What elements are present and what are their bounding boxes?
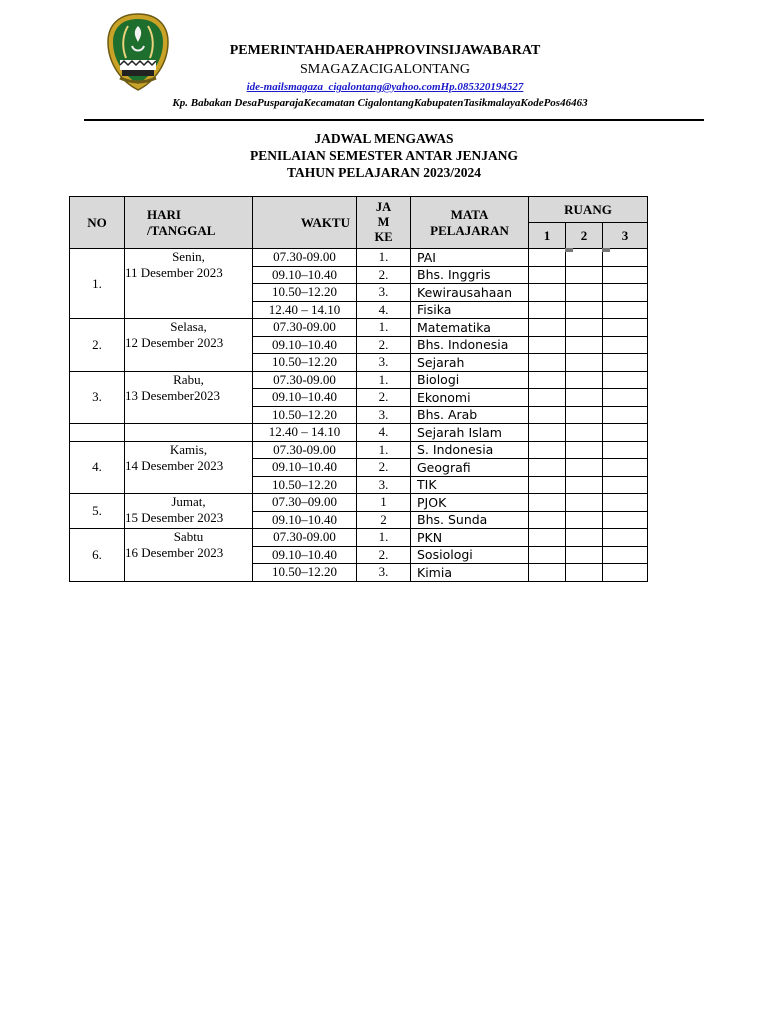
column-header-period: JA M KE — [357, 197, 411, 249]
day-name: Kamis, — [169, 441, 208, 457]
room-1-cell — [529, 529, 566, 547]
room-3-cell — [603, 476, 648, 494]
room-3-cell — [603, 266, 648, 284]
date-text: 12 Desember 2023 — [125, 335, 224, 350]
period-cell: 1 — [357, 494, 411, 512]
period-cell: 3. — [357, 564, 411, 582]
time-cell: 07.30-09.00 — [253, 371, 357, 389]
row-number-cell: 6. — [70, 529, 125, 582]
subject-cell: Kimia — [411, 564, 529, 582]
room-2-cell — [566, 266, 603, 284]
room-3-cell — [603, 284, 648, 302]
room-1-cell — [529, 546, 566, 564]
room-2-cell — [566, 301, 603, 319]
room-2-cell — [566, 371, 603, 389]
room-2-cell — [566, 529, 603, 547]
room-1-cell — [529, 389, 566, 407]
room-2-cell — [566, 336, 603, 354]
subject-cell: Ekonomi — [411, 389, 529, 407]
room-1-cell — [529, 284, 566, 302]
room-1-cell — [529, 476, 566, 494]
table-row — [70, 371, 648, 389]
table-row — [70, 424, 648, 442]
day-name: Jumat, — [171, 494, 206, 509]
row-number-cell: 4. — [70, 441, 125, 494]
subject-cell: Bhs. Sunda — [411, 511, 529, 529]
column-header-day-date: HARI /TANGGAL — [125, 197, 253, 249]
time-cell: 10.50–12.20 — [253, 406, 357, 424]
room-3-cell — [603, 301, 648, 319]
room-3-cell — [603, 459, 648, 477]
room-2-cell — [566, 406, 603, 424]
column-header-room: RUANG — [529, 197, 648, 223]
time-cell: 09.10–10.40 — [253, 459, 357, 477]
period-cell: 3. — [357, 406, 411, 424]
room-2-cell — [566, 564, 603, 582]
cell-marker — [565, 248, 573, 252]
row-number-cell: 3. — [70, 371, 125, 424]
subject-cell: Biologi — [411, 371, 529, 389]
document-title: JADWAL MENGAWAS — [314, 131, 454, 146]
row-number-cell: 2. — [70, 319, 125, 372]
period-cell: 2. — [357, 546, 411, 564]
room-1-cell — [529, 459, 566, 477]
period-cell: 3. — [357, 354, 411, 372]
room-1-cell — [529, 564, 566, 582]
time-cell: 12.40 – 14.10 — [253, 424, 357, 442]
time-cell: 09.10–10.40 — [253, 389, 357, 407]
subject-cell: Fisika — [411, 301, 529, 319]
period-cell: 1. — [357, 371, 411, 389]
room-2-cell — [566, 319, 603, 337]
time-cell: 07.30-09.00 — [253, 249, 357, 267]
time-cell: 09.10–10.40 — [253, 546, 357, 564]
row-number-cell: 5. — [70, 494, 125, 529]
room-2-cell — [566, 441, 603, 459]
time-cell: 09.10–10.40 — [253, 266, 357, 284]
subject-cell: Sosiologi — [411, 546, 529, 564]
room-2-cell — [566, 424, 603, 442]
period-cell: 2. — [357, 459, 411, 477]
room-1-cell — [529, 301, 566, 319]
time-cell: 07.30-09.00 — [253, 319, 357, 337]
day-date-cell — [125, 249, 253, 319]
column-header-room-2: 2 — [566, 223, 603, 249]
period-cell: 3. — [357, 284, 411, 302]
subject-cell: Kewirausahaan — [411, 284, 529, 302]
day-date-cell — [125, 319, 253, 372]
time-cell: 07.30-09.00 — [253, 529, 357, 547]
time-cell: 10.50–12.20 — [253, 564, 357, 582]
date-text: 16 Desember 2023 — [125, 545, 224, 560]
subject-cell: Bhs. Inggris — [411, 266, 529, 284]
table-row — [70, 494, 648, 512]
day-date-cell — [125, 494, 253, 529]
room-1-cell — [529, 371, 566, 389]
time-cell: 09.10–10.40 — [253, 336, 357, 354]
room-2-cell — [566, 459, 603, 477]
room-3-cell — [603, 406, 648, 424]
column-header-room-3: 3 — [603, 223, 648, 249]
room-1-cell — [529, 249, 566, 267]
period-cell: 1. — [357, 319, 411, 337]
room-3-cell — [603, 319, 648, 337]
time-cell: 07.30-09.00 — [253, 441, 357, 459]
day-name: Senin, — [172, 249, 205, 264]
room-1-cell — [529, 336, 566, 354]
room-1-cell — [529, 424, 566, 442]
period-cell: 4. — [357, 424, 411, 442]
time-cell: 10.50–12.20 — [253, 284, 357, 302]
table-row — [70, 319, 648, 337]
table-row — [70, 249, 648, 267]
date-text: 14 Desember 2023 — [125, 457, 224, 473]
subject-cell: S. Indonesia — [411, 441, 529, 459]
room-2-cell — [566, 389, 603, 407]
date-text: 15 Desember 2023 — [125, 510, 224, 525]
subject-cell: Sejarah — [411, 354, 529, 372]
room-1-cell — [529, 266, 566, 284]
room-1-cell — [529, 319, 566, 337]
period-cell: 2. — [357, 266, 411, 284]
period-cell: 2 — [357, 511, 411, 529]
room-2-cell — [566, 511, 603, 529]
period-cell: 2. — [357, 336, 411, 354]
schedule-body — [70, 249, 648, 582]
subject-cell: PAI — [411, 249, 529, 267]
table-row — [70, 441, 648, 459]
day-date-cell — [125, 424, 253, 442]
time-cell: 10.50–12.20 — [253, 476, 357, 494]
day-date-cell — [125, 529, 253, 582]
period-cell: 3. — [357, 476, 411, 494]
subject-cell: Sejarah Islam — [411, 424, 529, 442]
room-3-cell — [603, 494, 648, 512]
row-number-cell — [70, 424, 125, 442]
column-header-subject: MATA PELAJARAN — [411, 197, 529, 249]
day-name: Sabtu — [173, 529, 204, 544]
cell-marker — [602, 248, 610, 252]
subject-cell: Bhs. Indonesia — [411, 336, 529, 354]
subject-cell: PKN — [411, 529, 529, 547]
room-1-cell — [529, 511, 566, 529]
institution-name: PEMERINTAHDAERAHPROVINSIJAWABARAT — [229, 43, 541, 58]
contact-email-link[interactable]: ide-mailsmagaza_cigalontang@yahoo.comHp.085320194527 — [246, 81, 524, 93]
room-2-cell — [566, 284, 603, 302]
time-cell: 09.10–10.40 — [253, 511, 357, 529]
room-3-cell — [603, 424, 648, 442]
day-date-cell — [125, 371, 253, 424]
period-cell: 4. — [357, 301, 411, 319]
subject-cell: TIK — [411, 476, 529, 494]
room-3-cell — [603, 371, 648, 389]
room-3-cell — [603, 564, 648, 582]
subject-cell: Matematika — [411, 319, 529, 337]
document-subtitle: PENILAIAN SEMESTER ANTAR JENJANG — [250, 148, 518, 163]
subject-cell: Geografi — [411, 459, 529, 477]
column-header-time: WAKTU — [253, 197, 357, 249]
period-cell: 2. — [357, 389, 411, 407]
school-name: SMAGAZACIGALONTANG — [300, 62, 470, 77]
date-text: 11 Desember 2023 — [125, 265, 223, 280]
period-cell: 1. — [357, 441, 411, 459]
room-1-cell — [529, 494, 566, 512]
period-cell: 1. — [357, 249, 411, 267]
period-cell: 1. — [357, 529, 411, 547]
room-3-cell — [603, 441, 648, 459]
school-address: Kp. Babakan DesaPusparajaKecamatan CigalontangKabupatenTasikmalayaKodePos46463 — [172, 97, 588, 109]
room-3-cell — [603, 389, 648, 407]
room-2-cell — [566, 476, 603, 494]
row-number-cell: 1. — [70, 249, 125, 319]
time-cell: 12.40 – 14.10 — [253, 301, 357, 319]
date-text: 13 Desember2023 — [125, 387, 220, 403]
supervision-schedule-table — [69, 196, 648, 582]
day-date-cell — [125, 441, 253, 494]
room-1-cell — [529, 354, 566, 372]
column-header-room-1: 1 — [529, 223, 566, 249]
column-header-no: NO — [70, 197, 125, 249]
day-name: Selasa, — [170, 319, 207, 334]
room-3-cell — [603, 354, 648, 372]
letterhead-divider — [84, 119, 704, 121]
room-2-cell — [566, 494, 603, 512]
room-3-cell — [603, 546, 648, 564]
day-name: Rabu, — [173, 371, 204, 387]
academic-year: TAHUN PELAJARAN 2023/2024 — [286, 165, 481, 180]
subject-cell: Bhs. Arab — [411, 406, 529, 424]
time-cell: 07.30–09.00 — [253, 494, 357, 512]
table-row — [70, 529, 648, 547]
room-3-cell — [603, 529, 648, 547]
room-3-cell — [603, 511, 648, 529]
room-2-cell — [566, 354, 603, 372]
subject-cell: PJOK — [411, 494, 529, 512]
time-cell: 10.50–12.20 — [253, 354, 357, 372]
room-1-cell — [529, 406, 566, 424]
room-2-cell — [566, 546, 603, 564]
room-3-cell — [603, 336, 648, 354]
room-1-cell — [529, 441, 566, 459]
